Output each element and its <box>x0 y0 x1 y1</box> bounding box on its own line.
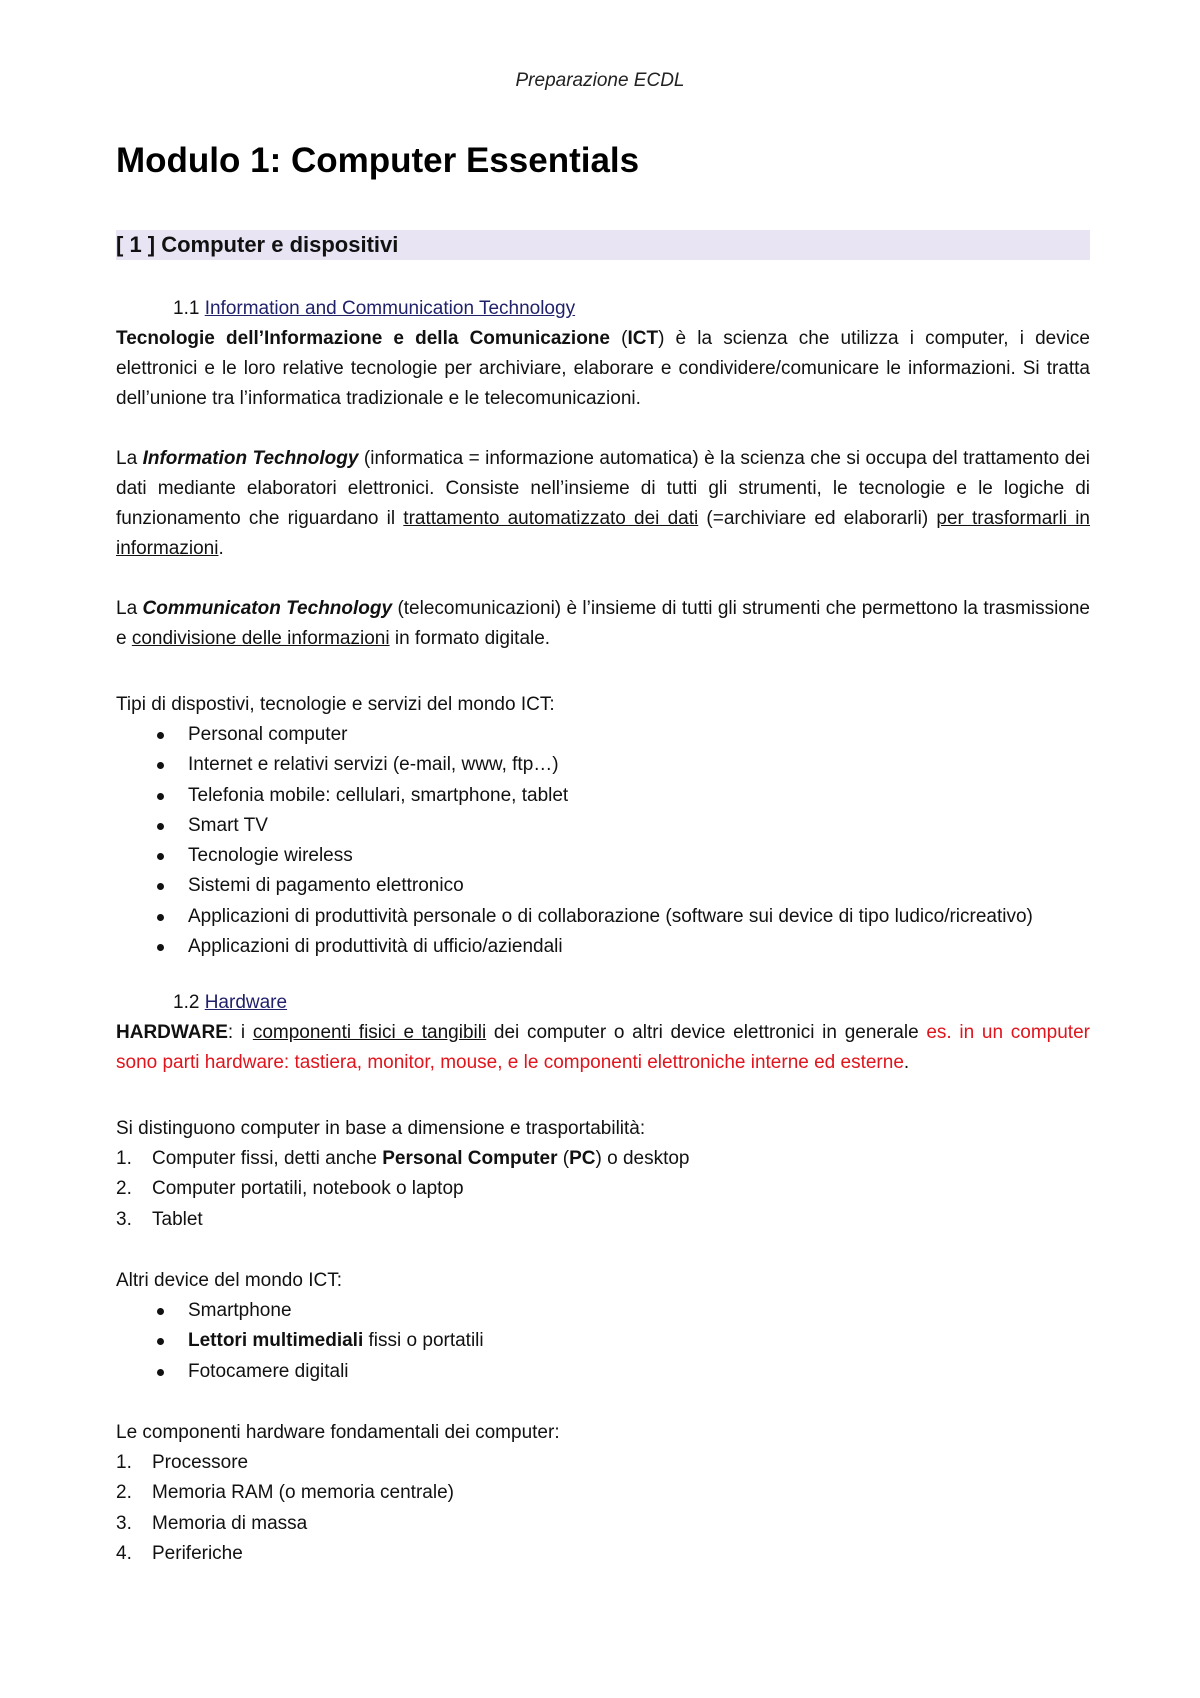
hardware-term: HARDWARE <box>116 1022 228 1043</box>
list-item-text: Telefonia mobile: cellulari, smartphone, tablet <box>188 784 569 806</box>
list-item-text: Memoria RAM (o memoria centrale) <box>152 1482 454 1504</box>
list-item-text: Tecnologie wireless <box>188 845 353 867</box>
computer-types-list <box>116 1144 1090 1235</box>
list-item <box>116 1326 1090 1356</box>
it-term: Information Technology <box>142 448 359 469</box>
bold-term: PC <box>569 1148 596 1169</box>
underlined-text: componenti fisici e tangibili <box>252 1022 487 1043</box>
text-run: (=archiviare ed elaborarli) <box>698 508 937 529</box>
list-item-text: Processore <box>152 1452 249 1473</box>
subsection-1-2-heading <box>173 990 287 1016</box>
list-item-text: Internet e relativi servizi (e-mail, www, ftp…) <box>188 754 559 776</box>
list-item-text: Smart TV <box>188 814 268 836</box>
list-item-text: Fotocamere digitali <box>188 1360 349 1382</box>
list-item-text: Applicazioni di produttività di ufficio/aziendali <box>188 936 563 958</box>
list-item-text: Memoria di massa <box>152 1512 308 1534</box>
bullet-icon <box>157 883 164 890</box>
list-item <box>116 1144 1090 1174</box>
ct-paragraph <box>116 594 1090 654</box>
subsection-link-ict[interactable]: Information and Communication Technology <box>204 298 576 319</box>
ct-term: Communicaton Technology <box>142 598 393 619</box>
list-item-text: Applicazioni di produttività personale o di collaborazione (software sui device di tipo ludico/ricreativo) <box>188 905 1033 927</box>
section-heading: [ 1 ] Computer e dispositivi <box>116 230 1090 260</box>
page-header: Preparazione ECDL <box>515 70 685 91</box>
text-run: ( <box>557 1148 570 1169</box>
text-run: . <box>218 538 224 559</box>
subsection-number: 1.2 <box>173 992 200 1013</box>
bullet-icon <box>157 944 164 951</box>
list-item <box>116 1448 1090 1478</box>
hardware-definition-paragraph <box>116 1018 1090 1078</box>
list-item <box>116 1357 1090 1387</box>
list-item-text: Periferiche <box>152 1542 243 1564</box>
list-item-text: Sistemi di pagamento elettronico <box>188 875 464 897</box>
text-run: Computer fissi, detti anche <box>152 1148 383 1169</box>
list-item <box>116 1509 1090 1539</box>
bullet-icon <box>157 762 164 769</box>
list-item <box>116 1296 1090 1326</box>
other-devices-list <box>116 1296 1090 1387</box>
text-run: ) o desktop <box>595 1148 690 1169</box>
list-item <box>116 871 1090 901</box>
bullet-icon <box>157 914 164 921</box>
text-run: ( <box>609 328 628 349</box>
list-item-text: Smartphone <box>188 1300 292 1321</box>
list-item-text: Tablet <box>152 1208 203 1230</box>
list-item <box>116 811 1090 841</box>
text-run: fissi o portatili <box>363 1330 484 1352</box>
ict-definition-paragraph <box>116 324 1090 414</box>
text-run: in formato digitale. <box>389 628 551 649</box>
subsection-1-1-heading <box>173 296 575 322</box>
list-number: 3. <box>116 1208 132 1230</box>
list-item <box>116 841 1090 871</box>
text-run: : i <box>227 1022 253 1043</box>
text-run: ) è la scienza che utilizza i computer, i device elettronici e le loro relative tecnologie per archiviare, elaborare e condividere/comunicare le informazioni. Si tratta dell’unione tra l’informatica tradizionale e le telecomunicazioni. <box>116 328 1091 409</box>
list-item <box>116 750 1090 780</box>
module-title: Modulo 1: Computer Essentials <box>116 141 640 180</box>
list-number: 3. <box>116 1512 132 1534</box>
text-run: La <box>116 448 143 469</box>
bullet-icon <box>157 1308 164 1315</box>
list-number: 1. <box>116 1148 132 1169</box>
list-item-text: Personal computer <box>188 724 348 745</box>
components-intro: Le componenti hardware fondamentali dei computer: <box>116 1422 560 1443</box>
underlined-text: condivisione delle informazioni <box>131 628 390 649</box>
text-run: La <box>116 598 143 619</box>
subsection-link-hardware[interactable]: Hardware <box>204 992 288 1013</box>
list-item <box>116 1205 1090 1235</box>
list-item <box>116 1478 1090 1508</box>
ict-device-list <box>116 720 1090 962</box>
example-text: es. in un computer sono parti hardware: tastiera, monitor, mouse, e le componenti elettroniche interne ed esterne <box>116 1022 1090 1073</box>
list-item <box>116 902 1090 932</box>
text-run: dei computer o altri device elettronici in generale <box>486 1022 927 1043</box>
list-item-text: Computer portatili, notebook o laptop <box>152 1178 464 1200</box>
text-run: . <box>903 1052 910 1073</box>
list-item <box>116 1174 1090 1204</box>
list-number: 1. <box>116 1452 132 1473</box>
bullet-icon <box>157 1338 164 1345</box>
bullet-icon <box>157 853 164 860</box>
list-number: 4. <box>116 1542 132 1564</box>
components-list <box>116 1448 1090 1569</box>
list-item <box>116 1539 1090 1569</box>
underlined-text: trattamento automatizzato dei dati <box>403 508 699 529</box>
ict-term: Tecnologie dell’Informazione e della Comunicazione <box>116 328 610 349</box>
list-number: 2. <box>116 1482 132 1504</box>
bullet-icon <box>157 1369 164 1376</box>
list-item <box>116 720 1090 750</box>
subsection-number: 1.1 <box>173 298 200 319</box>
text-run: (telecomunicazioni) è l’insieme di tutti gli strumenti che permettono la trasmissione e <box>116 598 1091 649</box>
bullet-icon <box>157 732 164 739</box>
text-run: (informatica = informazione automatica) è la scienza che si occupa del trattamento dei dati mediante elaboratori elettronici. Consiste nell’insieme di tutti gli strumenti, le tecnologie e le logiche di funzionamento che riguardano il <box>116 448 1090 529</box>
list-item <box>116 781 1090 811</box>
list-number: 2. <box>116 1178 132 1200</box>
other-devices-intro: Altri device del mondo ICT: <box>116 1270 342 1291</box>
it-paragraph <box>116 444 1090 564</box>
ict-list-intro: Tipi di dispostivi, tecnologie e servizi del mondo ICT: <box>116 694 555 715</box>
computer-types-intro: Si distinguono computer in base a dimensione e trasportabilità: <box>116 1118 646 1139</box>
list-item <box>116 932 1090 962</box>
bold-term: Personal Computer <box>382 1148 558 1169</box>
underlined-text: per trasformarli in informazioni <box>116 508 1090 559</box>
bold-term: Lettori multimediali <box>188 1330 364 1352</box>
ict-acronym: ICT <box>627 328 659 349</box>
bullet-icon <box>157 823 164 830</box>
bullet-icon <box>157 793 164 800</box>
